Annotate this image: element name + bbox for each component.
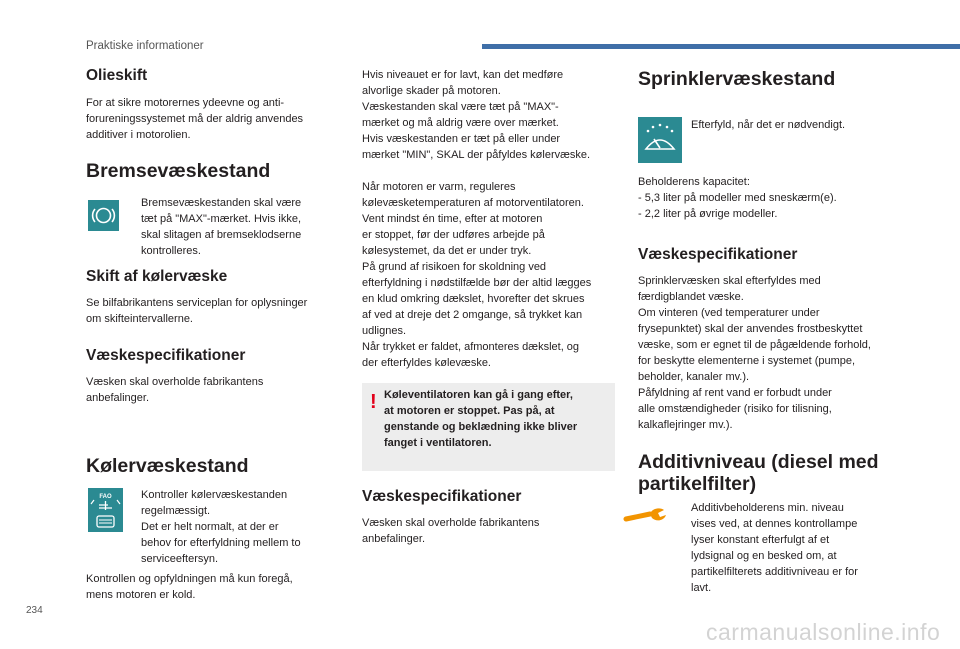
- washer-capacity-text: Beholderens kapacitet: - 5,3 liter på modeller med sneskærm(e). - 2,2 liter på øvrige modeller.: [638, 176, 837, 220]
- coolant-level-title: Kølervæskestand: [86, 455, 249, 477]
- wrench-icon: [620, 506, 668, 526]
- coolant-change-title: Skift af kølervæske: [86, 268, 228, 285]
- header-bar: [482, 44, 960, 49]
- coolant-level-note: Kontrollen og opfyldningen må kun foregå, mens motoren er kold.: [86, 573, 293, 601]
- warning-text: Køleventilatoren kan gå i gang efter, at motoren er stoppet. Pas på, at genstande og beklædning ikke bliver fanget i ventilatoren.: [384, 389, 578, 449]
- fluid-spec-title-2: Væskespecifikationer: [362, 488, 522, 505]
- fluid-spec-text-1: Væsken skal overholde fabrikantens anbefalinger.: [86, 376, 264, 404]
- washer-fluid-text: Efterfyld, når det er nødvendigt.: [691, 119, 846, 131]
- fluid-spec-text-3: Sprinklervæsken skal efterfyldes med færdigblandet væske. Om vinteren (ved temperaturer under frysepunktet) skal der anvendes frostbeskyttet væske, som er egnet til de pågældende forhold, for beskytte elementerne i systemet (pumpe, beholder, kanaler mv.). Påfyldning af rent vand er forbudt under alle omstændigheder (risiko for tilisning, kalkaflejringer mv.).: [638, 275, 871, 431]
- coolant-level-text: Kontroller kølervæskestanden regelmæssigt. Det er helt normalt, at der er behov for efterfyldning mellem to serviceeftersyn.: [141, 489, 301, 565]
- additive-level-title: Additivniveau (diesel med partikelfilter): [638, 451, 879, 495]
- brake-fluid-text: Bremsevæskestanden skal være tæt på "MAX"-mærket. Hvis ikke, skal slitagen af bremseklodserne kontrolleres.: [141, 197, 302, 257]
- washer-fluid-icon: [638, 117, 682, 163]
- svg-text:FAO: FAO: [99, 494, 112, 500]
- oil-change-text: For at sikre motorernes ydeevne og anti- forureningssystemet må der aldrig anvendes additiver i motorolien.: [86, 97, 304, 141]
- fluid-spec-title-3: Væskespecifikationer: [638, 246, 798, 263]
- fluid-spec-text-2: Væsken skal overholde fabrikantens anbefalinger.: [362, 517, 540, 545]
- coolant-level-icon: [88, 488, 123, 532]
- washer-fluid-title: Sprinklervæskestand: [638, 68, 836, 90]
- warning-icon: !: [370, 391, 377, 413]
- coolant-change-text: Se bilfabrikantens serviceplan for oplysninger om skifteintervallerne.: [86, 297, 308, 325]
- page-number: 234: [26, 605, 43, 616]
- section-header: Praktiske informationer: [86, 40, 204, 52]
- brake-fluid-title: Bremsevæskestand: [86, 160, 271, 182]
- fluid-spec-title-1: Væskespecifikationer: [86, 347, 246, 364]
- brake-warning-icon: [88, 200, 119, 231]
- hot-engine-text: Når motoren er varm, reguleres kølevæsketemperaturen af motorventilatoren. Vent mindst én time, efter at motoren er stoppet, før der udføres arbejde på kølesystemet, da det er under tryk. På grund af risikoen for skoldning ved efterfyldning i nødstilfælde bør der altid lægges en klud omkring dækslet, hvorefter det skrues af ved at dreje det 2 omgange, så trykket kan udlignes. Når trykket er faldet, afmonteres dækslet, og der efterfyldes kølevæske.: [362, 181, 592, 369]
- additive-level-text: Additivbeholderens min. niveau vises ved, at dennes kontrollampe lyser konstant efterfulgt af et lydsignal og en besked om, at partikelfilterets additivniveau er for lavt.: [691, 502, 858, 594]
- coolant-low-level-text: Hvis niveauet er for lavt, kan det medføre alvorlige skader på motoren. Væskestanden skal være tæt på "MAX"- mærket og må aldrig være over mærket. Hvis væskestanden er tæt på eller under mærket "MIN", SKAL der påfyldes kølervæske.: [362, 69, 591, 161]
- watermark: carmanualsonline.info: [706, 619, 941, 645]
- oil-change-title: Olieskift: [86, 67, 148, 84]
